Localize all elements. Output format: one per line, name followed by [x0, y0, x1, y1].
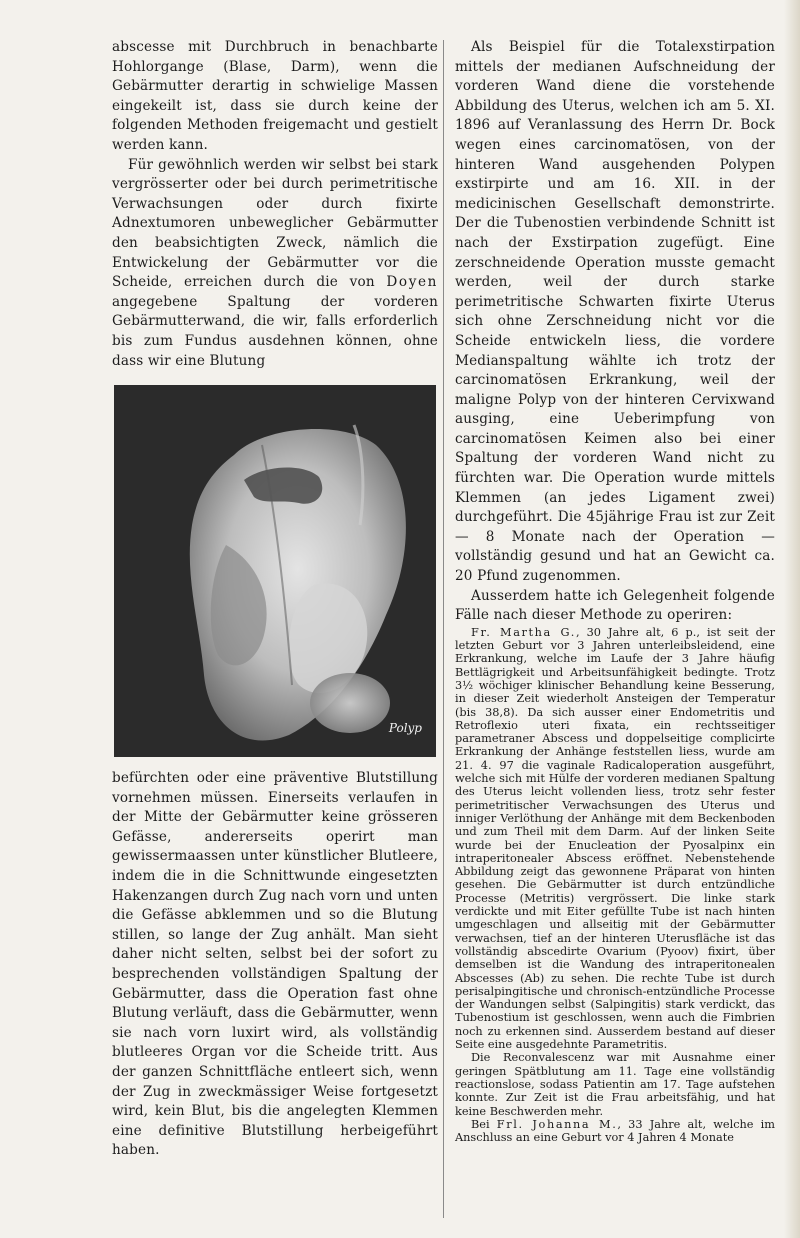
left-paragraph-1: abscesse mit Durchbruch in benachbarte Hohlorgange (Blase, Darm), wenn die Gebärmutter derartig in schwielige Massen eingekeilt ist, dass sie durch keine der folgenden Methoden freigemacht und gestielt werden kann. — [112, 39, 438, 153]
right-column — [455, 38, 775, 1144]
left-paragraph-2-end: angegebene Spaltung der vorderen Gebärmutterwand, die wir, falls erforderlich bis zum Fundus ausdehnen können, ohne dass wir eine Blutung — [112, 293, 438, 369]
case-report-1 — [455, 626, 775, 1052]
left-column — [112, 38, 438, 1161]
case-1-text: , 30 Jahre alt, 6 p., ist seit der letzten Geburt vor 3 Jahren unterleibsleidend, eine Erkrankung, welche im Laufe der 3 Jahre häufig Bettlägrigkeit und Arbeitsunfähigkeit bedingte. Trotz 3½ wöchiger klinischer Behandlung keine Besserung, in dieser Zeit wiederholt Ansteigen der Temperatur (bis 38,8). Da sich ausser einer Endometritis und Retroflexio uteri fixata, ein rechtsseitiger parametraner Abscess und doppelseitige complicirte Erkrankung der Anhänge feststellen liess, wurde am 21. 4. 97 die vaginale Radicaloperation ausgeführt, welche sich mit Hülfe der vorderen medianen Spaltung des Uterus leicht vollenden liess, trotz sehr fester perimetritischer Verwachsungen des Uterus und inniger Verlöthung der Anhänge mit dem Beckenboden und zum Theil mit dem Darm. Auf der linken Seite wurde bei der Enucleation der Pyosalpinx ein intraperitonealer Abscess eröffnet. Nebenstehende Abbildung zeigt das gewonnene Präparat von hinten gesehen. Die Gebärmutter ist durch entzündliche Processe (Metritis) vergrössert. Die linke stark verdickte und mit Eiter gefüllte Tube ist nach hinten umgeschlagen und allseitig mit der Gebärmutter verwachsen, tief an der hinteren Uterusfläche ist das vollständig abscedirte Ovarium (Pyoov) fixirt, über demselben ist die Wandung des intraperitonealen Abscesses (Ab) zu sehen. Die rechte Tube ist durch perisalpingitische und chronisch-entzündliche Processe der Wandungen selbst (Salpingitis) stark verdickt, das Tubenostium ist geschlossen, wenn auch die Fimbrien noch zu erkennen sind. Ausserdem bestand auf dieser Seite eine ausgedehnte Parametritis. — [455, 625, 775, 1052]
right-paragraph-1: Als Beispiel für die Totalexstirpation mittels der medianen Aufschneidung der vorderen Wand diene die vorstehende Abbildung des Uterus, welchen ich am 5. XI. 1896 auf Veranlassung des Herrn Dr. Bock wegen eines carcinomatösen, von der hinteren Wand ausgehenden Polypen exstirpirte und am 16. XII. in der medicinischen Gesellschaft demonstrirte. Der die Tubenostien verbindende Schnitt ist nach der Exstirpation zugefügt. Eine zerschneidende Operation musste gemacht werden, weil der durch starke perimetritische Schwarten fixirte Uterus sich ohne Zerschneidung nicht vor die Scheide entwickeln liess, die vordere Medianspaltung wählte ich trotz der carcinomatösen Erkrankung, weil der maligne Polyp von der hinteren Cervixwand ausging, eine Ueberimpfung von carcinomatösen Keimen also bei einer Spaltung der vorderen Wand nicht zu fürchten war. Die Operation wurde mittels Klemmen (an jedes Ligament zwei) durchgeführt. Die 45jährige Frau ist zur Zeit — 8 Monate nach der Operation — vollständig gesund und hat an Gewicht ca. 20 Pfund zugenommen. — [455, 39, 775, 585]
case-1-recovery: Die Reconvalescenz war mit Ausnahme einer geringen Spätblutung am 11. Tage eine vollständig reactionslose, sodass Patientin am 17. Tage aufstehen konnte. Zur Zeit ist die Frau arbeitsfähig, und hat keine Beschwerden mehr. — [455, 1051, 775, 1118]
case-report-2 — [455, 1118, 775, 1145]
left-paragraph-3: befürchten oder eine präventive Blutstillung vornehmen müssen. Einerseits verlaufen in der Mitte der Gebärmutter keine grösseren Gefässe, andererseits operirt man gewissermaassen unter künstlicher Blutleere, indem die in die Schnittwunde eingesetzten Hakenzangen durch Zug nach vorn und unten die Gefässe abklemmen und so die Blutung stillen, so lange der Zug anhält. Man sieht daher nicht selten, selbst bei der sofort zu besprechenden vollständigen Spaltung der Gebärmutter, dass die Operation fast ohne Blutung verläuft, dass die Gebärmutter, wenn sie nach vorn luxirt wird, als vollständig blutleeres Organ vor die Scheide tritt. Aus der ganzen Schnittfläche entleert sich, wenn der Zug in zweckmässiger Weise fortgesetzt wird, kein Blut, bis die angelegten Klemmen eine definitive Blutstillung herbeigeführt haben. — [112, 770, 438, 1159]
left-paragraph-2 — [112, 156, 438, 372]
column-divider — [443, 40, 444, 1218]
page-edge-shadow — [784, 0, 800, 1238]
case-1-patient-name: Fr. Martha G. — [471, 625, 576, 639]
case-2-text: , 33 Jahre alt, welche im Anschluss an eine Geburt vor 4 Jahren 4 Monate — [455, 1117, 775, 1145]
figure-label-polyp: Polyp — [388, 721, 422, 736]
left-paragraph-2-start: Für gewöhnlich werden wir selbst bei stark vergrösserter oder bei durch perimetritische Verwachsungen oder durch fixirte Adnextumoren unbeweglicher Gebärmutter den beabsichtigten Zweck, nämlich die Entwickelung der Gebärmutter vor die Scheide, erreichen durch die von — [112, 156, 438, 291]
case-2-prefix: Bei — [471, 1117, 490, 1131]
case-2-patient-name: Frl. Johanna M. — [496, 1117, 618, 1131]
uterus-figure — [114, 385, 436, 757]
right-paragraph-2: Ausserdem hatte ich Gelegenheit folgende Fälle nach dieser Methode zu operiren: — [455, 587, 775, 624]
author-name-doyen: Doyen — [386, 274, 438, 291]
uterus-photo-image — [114, 385, 436, 757]
